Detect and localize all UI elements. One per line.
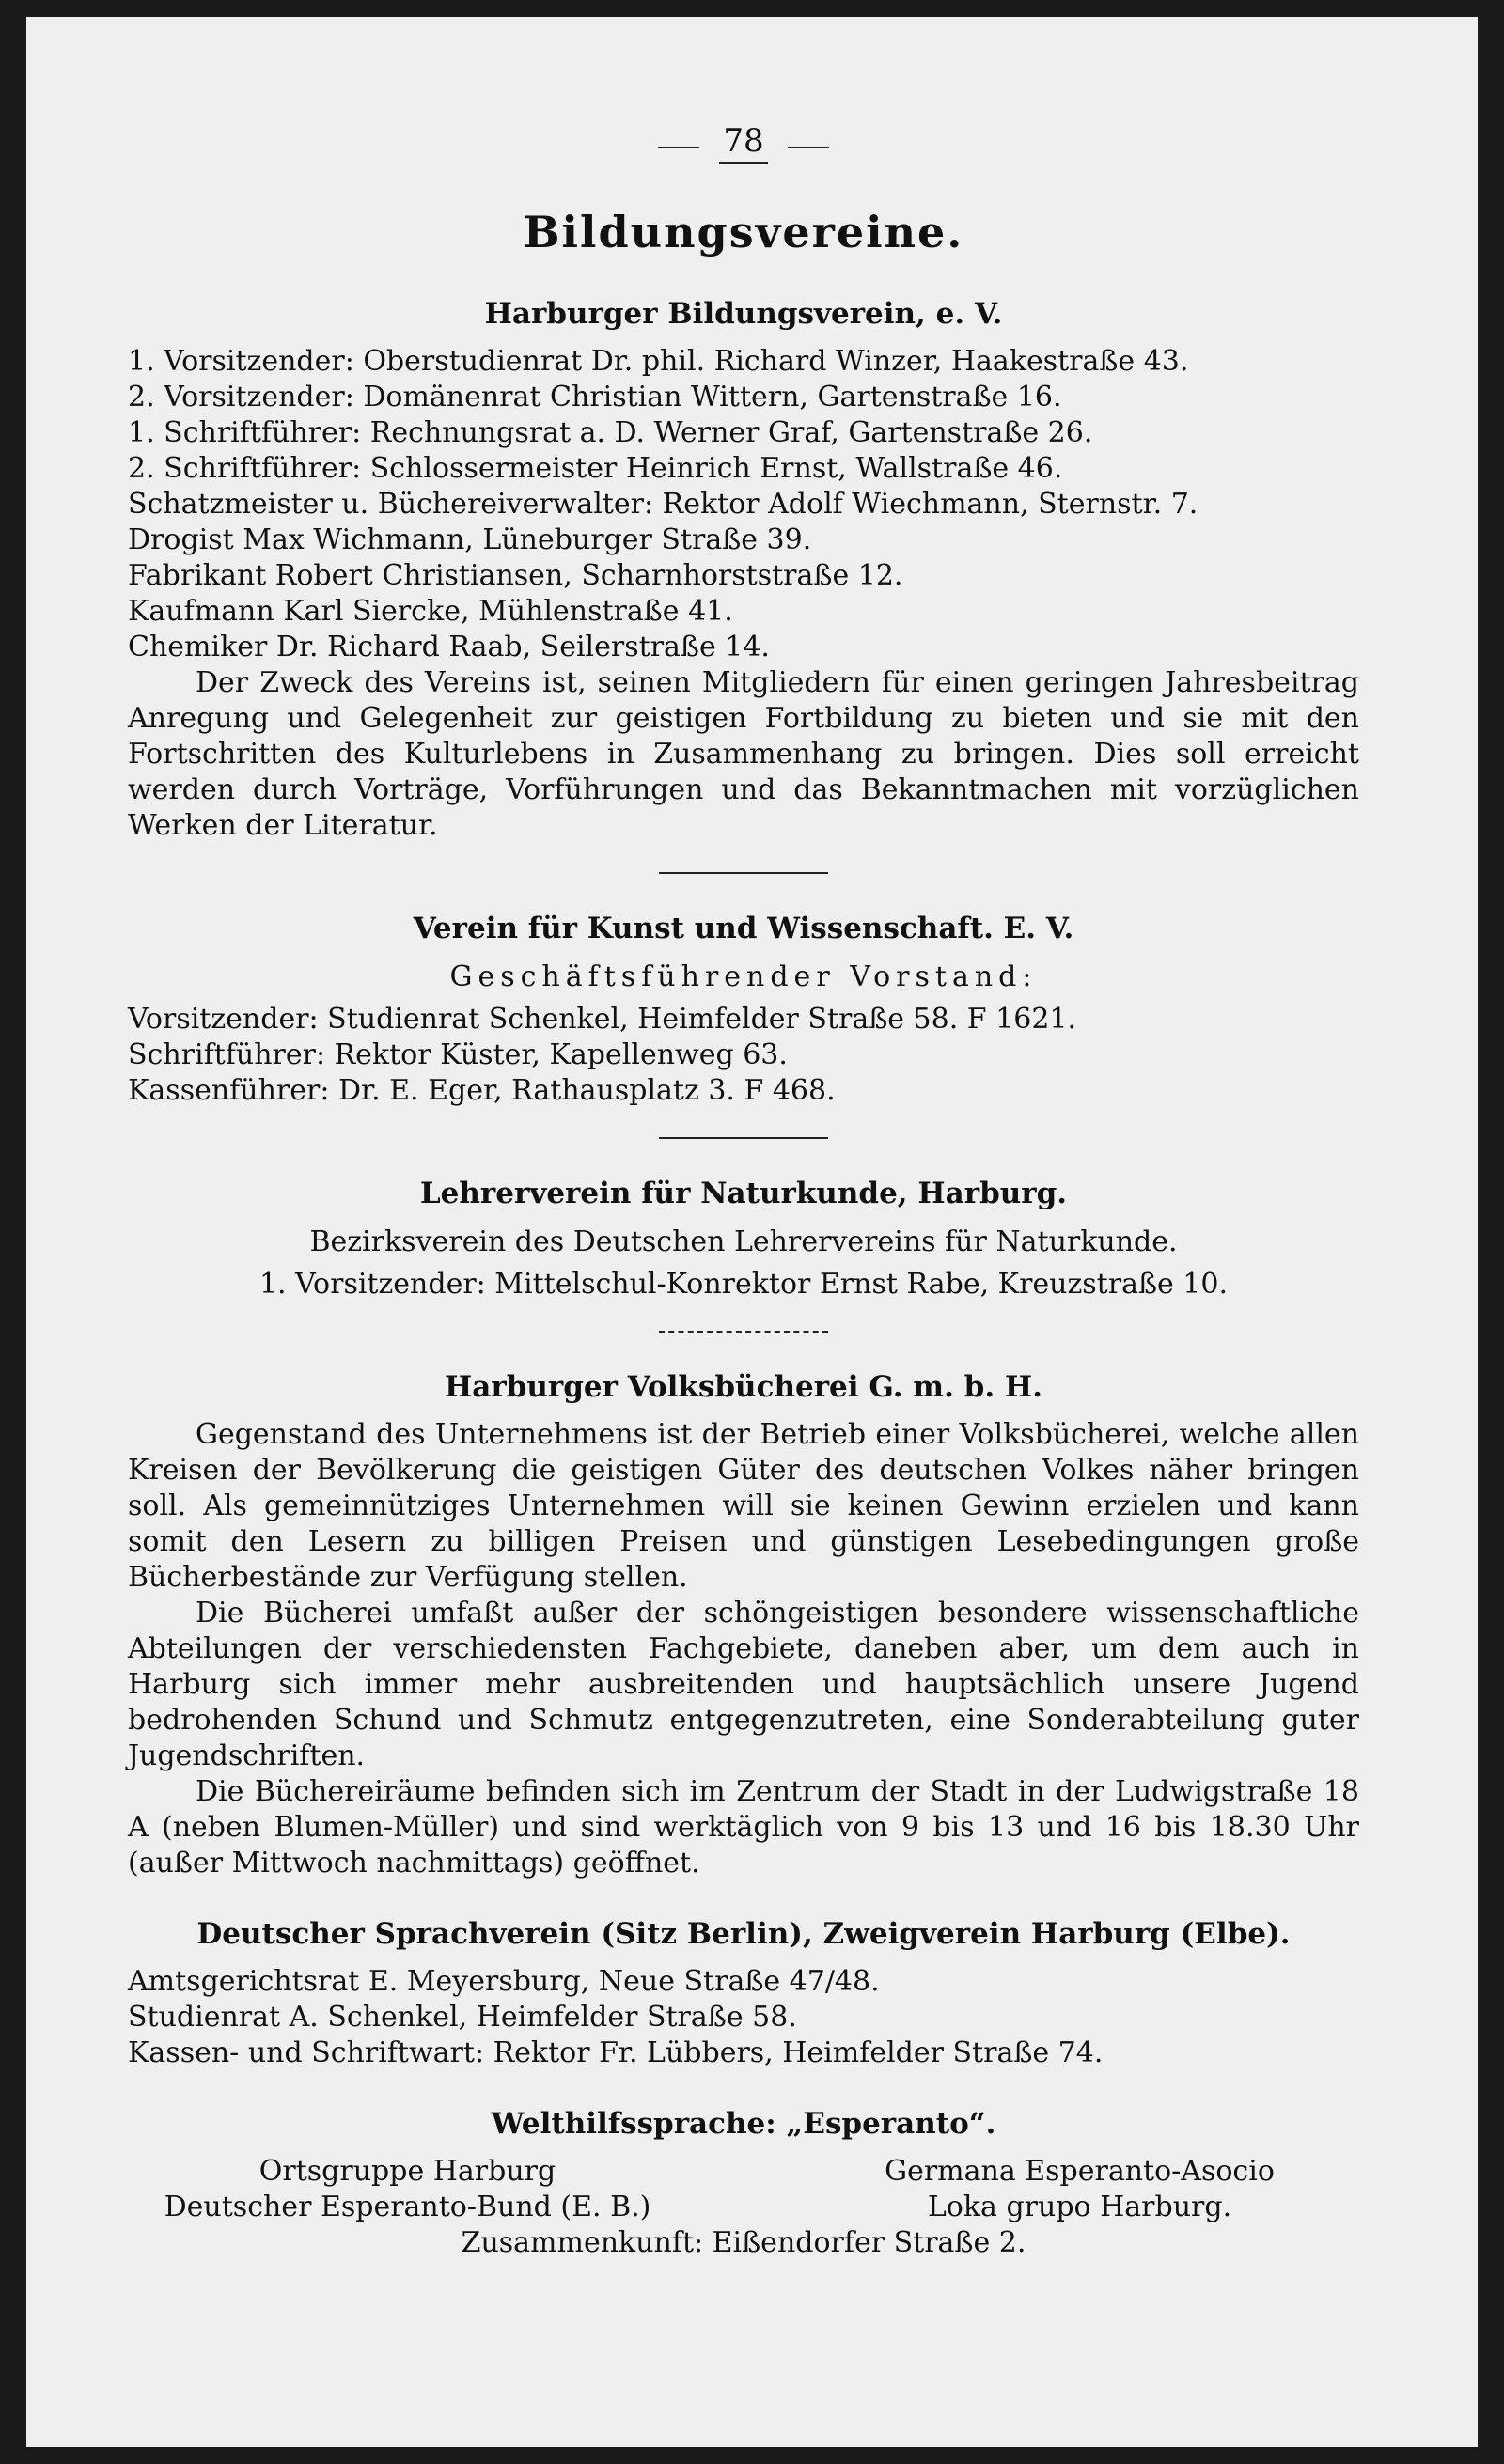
section-sprachverein	[128, 1915, 1359, 2071]
member-line: Schriftführer: Rektor Küster, Kapellenweg 63.	[128, 1038, 788, 1071]
esperanto-right-line: Germana Esperanto-Asocio	[885, 2155, 1275, 2188]
document-page	[26, 17, 1478, 2447]
page-number-area	[128, 120, 1359, 164]
section-harburger-bildungsverein	[128, 295, 1359, 844]
section-paragraph: Die Bücherei umfaßt außer der schöngeistigen besondere wissenschaftliche Abteilungen der verschiedensten Fachgebiete, daneben aber, um dem auch in Harburg sich immer mehr ausbreitenden und hauptsächlich unsere Jugend bedrohenden Schund und Schmutz entgegenzutreten, eine Sonderabteilung guter Jugendschriften.	[128, 1597, 1359, 1772]
esperanto-left-column	[128, 2154, 744, 2225]
section-divider	[659, 1331, 828, 1333]
section-lehrerverein	[128, 1175, 1359, 1302]
member-line: 2. Schriftführer: Schlossermeister Heinrich Ernst, Wallstraße 46.	[128, 452, 1063, 485]
member-line: Fabrikant Robert Christiansen, Scharnhorststraße 12.	[128, 559, 903, 592]
section-esperanto	[128, 2105, 1359, 2261]
main-title: Bildungsvereine.	[523, 207, 964, 257]
section-title: Verein für Kunst und Wissenschaft. E. V.	[413, 912, 1074, 945]
member-line: 1. Vorsitzender: Oberstudienrat Dr. phil. Richard Winzer, Haakestraße 43.	[128, 345, 1189, 378]
esperanto-columns	[128, 2154, 1359, 2225]
page-number-left-dash	[658, 147, 699, 148]
page-number-right-dash	[788, 147, 829, 148]
esperanto-left-line: Ortsgruppe Harburg	[258, 2155, 556, 2188]
page-number: 78	[719, 120, 767, 164]
esperanto-right-column	[744, 2154, 1359, 2225]
section-title: Harburger Bildungsverein, e. V.	[484, 297, 1003, 331]
page-content	[128, 120, 1359, 2261]
member-line: 1. Schriftführer: Rechnungsrat a. D. Werner Graf, Gartenstraße 26.	[128, 416, 1093, 449]
section-divider	[659, 1137, 828, 1139]
section-title: Deutscher Sprachverein (Sitz Berlin), Zweigverein Harburg (Elbe).	[196, 1917, 1291, 1951]
member-line: Studienrat A. Schenkel, Heimfelder Straße 58.	[128, 2001, 797, 2034]
esperanto-left-line: Deutscher Esperanto-Bund (E. B.)	[164, 2191, 651, 2223]
member-line: 1. Vorsitzender: Mittelschul-Konrektor Ernst Rabe, Kreuzstraße 10.	[258, 1268, 1229, 1301]
member-line: Schatzmeister u. Büchereiverwalter: Rektor Adolf Wiechmann, Sternstr. 7.	[128, 488, 1198, 521]
section-divider	[659, 872, 828, 874]
member-line: Drogist Max Wichmann, Lüneburger Straße 39.	[128, 523, 812, 556]
spacer	[128, 1881, 1359, 1915]
member-line: Kassen- und Schriftwart: Rektor Fr. Lübbers, Heimfelder Straße 74.	[128, 2036, 1104, 2069]
section-paragraph: Der Zweck des Vereins ist, seinen Mitgliedern für einen geringen Jahresbeitrag Anregung und Gelegenheit zur geistigen Fortbildung zu bieten und sie mit den Fortschritten des Kulturlebens in Zusammenhang zu bringen. Dies soll erreicht werden durch Vorträge, Vorführungen und das Bekanntmachen mit vorzüglichen Werken der Literatur.	[128, 666, 1359, 842]
member-line: Kassenführer: Dr. E. Eger, Rathausplatz 3. F 468.	[128, 1074, 836, 1107]
member-line: 2. Vorsitzender: Domänenrat Christian Wittern, Gartenstraße 16.	[128, 381, 1062, 413]
section-kunst-wissenschaft	[128, 910, 1359, 1109]
section-title: Harburger Volksbücherei G. m. b. H.	[444, 1370, 1043, 1404]
section-title: Welthilfssprache: „Esperanto“.	[491, 2107, 996, 2141]
section-subtitle: Bezirksverein des Deutschen Lehrervereins für Naturkunde.	[309, 1225, 1178, 1258]
spacer	[128, 2071, 1359, 2105]
section-title: Lehrerverein für Naturkunde, Harburg.	[419, 1177, 1068, 1210]
section-paragraph: Gegenstand des Unternehmens ist der Betrieb einer Volksbücherei, welche allen Kreisen der Bevölkerung die geistigen Güter des deutschen Volkes näher bringen soll. Als gemeinnütziges Unternehmen will sie keinen Gewinn erzielen und kann somit den Lesern zu billigen Preisen und günstigen Lesebedingungen große Bücherbestände zur Verfügung stellen.	[128, 1418, 1359, 1594]
member-line: Amtsgerichtsrat E. Meyersburg, Neue Straße 47/48.	[128, 1965, 880, 1998]
section-paragraph: Die Büchereiräume befinden sich im Zentrum der Stadt in der Ludwigstraße 18 A (neben Blumen-Müller) und sind werktäglich von 9 bis 13 und 16 bis 18.30 Uhr (außer Mittwoch nachmittags) geöffnet.	[128, 1775, 1359, 1879]
member-line: Kaufmann Karl Siercke, Mühlenstraße 41.	[128, 595, 733, 628]
section-volksbuecherei	[128, 1368, 1359, 1881]
esperanto-right-line: Loka grupo Harburg.	[927, 2191, 1232, 2223]
member-line: Vorsitzender: Studienrat Schenkel, Heimfelder Straße 58. F 1621.	[128, 1003, 1077, 1036]
esperanto-meeting: Zusammenkunft: Eißendorfer Straße 2.	[461, 2226, 1026, 2259]
section-subtitle: Geschäftsführender Vorstand:	[449, 960, 1038, 993]
member-line: Chemiker Dr. Richard Raab, Seilerstraße 14.	[128, 631, 770, 663]
